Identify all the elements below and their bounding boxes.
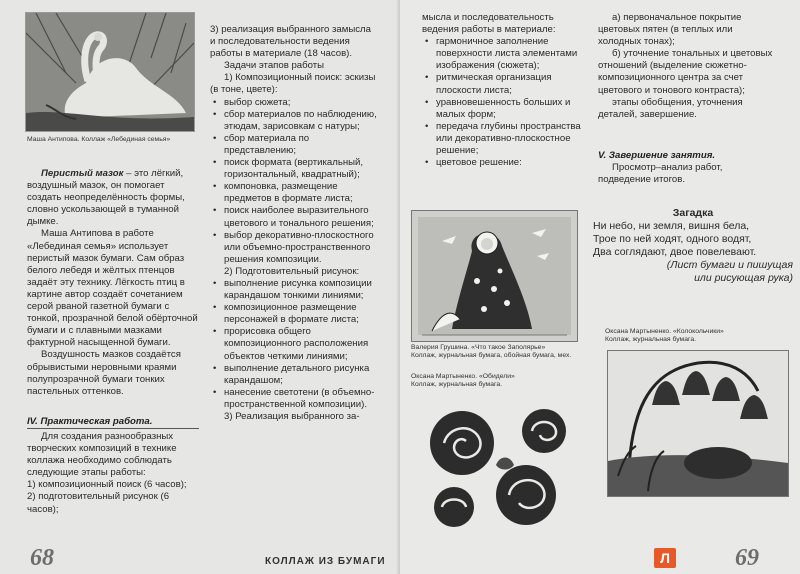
paragraph: Для создания разнообразных творческих композиций в технике коллажа необходимо соблюдать следующие этапы работы: (27, 431, 177, 479)
roses-caption-title: Оксана Мартыненко. «Обидели» (411, 373, 515, 380)
section-v-text: Просмотр–анализ работ, подведение итогов. (598, 162, 723, 186)
paragraph (27, 349, 199, 397)
paragraph: • композиционное размещение персонажей в формате листа; (210, 302, 378, 326)
paragraph: 2) Подготовительный рисунок: (224, 265, 360, 277)
paragraph-text: – это лёгкий, воздушный мазок, он помогает создать неопределённость формы, словно ускользающей в туманной дымке. (27, 168, 185, 228)
swan-collage-image (25, 12, 195, 132)
paragraph: • нанесение светотени (в объемно-пространственной композиции). (210, 387, 378, 411)
paragraph: • компоновка, размещение предметов в формате листа; (210, 181, 378, 205)
paragraph: этапы обобщения, уточнения деталей, завершение. (598, 96, 743, 120)
paragraph: • сбор материалов по наблюдению, этюдам, зарисовкам с натуры; (210, 109, 378, 133)
riddle-answer-2: или рисующая рука) (694, 272, 793, 284)
swan-caption: Маша Антипова. Коллаж «Лебединая семья» (27, 136, 171, 143)
paragraph (27, 228, 199, 349)
riddle-answer-1: (Лист бумаги и пишущая (666, 259, 793, 271)
paragraph: • гармоничное заполнение поверхности листа элементами изображения (сюжета); (422, 36, 590, 72)
roses-collage-image (414, 395, 589, 535)
paragraph: а) первоначальное покрытие цветовых пятен (в теплых или холодных тонах); (598, 12, 742, 48)
paragraph-text: Маша Антипова в работе «Лебединая семья» использует перистый мазок бумаги. Сам образ белого лебедя и жёлтых птенцов задаёт эту технику. Лёгкость птиц в картине автор создаёт сочетанием серой рваной газетной бумаги с тонкой, прозрачной белой обёрточной бумаги и с плавными мазками фактурной насыщенной бумаги. (27, 228, 198, 349)
paragraph: • уравновешенность больших и малых форм; (422, 97, 590, 121)
paragraph: • сбор материала по представлению; (210, 133, 378, 157)
roses-caption (411, 373, 571, 389)
riddle-block (593, 207, 793, 285)
bells-caption (605, 328, 795, 344)
riddle-line-3: Два соглядают, двое повелевают. (593, 246, 757, 258)
paragraph (27, 168, 199, 228)
right-page (400, 0, 800, 574)
paragraph: 2) подготовительный рисунок (6 часов); (27, 491, 170, 515)
paragraph-text: Воздушность мазков создаётся обрывистыми неровными краями полупрозрачной бумаги тонких пастельных оттенков. (27, 349, 181, 397)
paragraph: • прорисовка общего композиционного расположения объектов четкими линиями; (210, 326, 378, 362)
paragraph: • передача глубины пространства или декоративно-плоскостное решение; (422, 121, 590, 157)
publisher-logo: Л (654, 548, 676, 568)
right-column-2 (598, 12, 778, 121)
paragraph: 1) Композиционный поиск: эскизы (в тоне, цвете): (210, 72, 376, 96)
section-v-heading (598, 150, 778, 186)
riddle-title: Загадка (672, 207, 714, 219)
bells-caption-title: Оксана Мартыненко. «Колокольчики» (605, 328, 724, 335)
section-iv-title: IV. Практическая работа. (27, 416, 199, 429)
arctic-caption (411, 344, 601, 360)
bells-collage-image (607, 350, 789, 497)
paragraph: • выполнение детального рисунка карандашом; (210, 363, 378, 387)
arctic-caption-title: Валерия Грушина. «Что такое Заполярье» (411, 344, 546, 351)
paragraph: 3) Реализация выбранного за- (224, 411, 360, 422)
page-number-left: 68 (30, 545, 54, 571)
arctic-caption-material: Коллаж, журнальная бумага, обойная бумага, мех. (411, 352, 572, 360)
page-number-right: 69 (735, 545, 759, 571)
riddle-line-1: Ни небо, ни земля, вишня бела, (593, 220, 750, 232)
left-column-2 (210, 24, 378, 423)
book-footer-title: КОЛЛАЖ ИЗ БУМАГИ (265, 556, 386, 567)
paragraph: • выбор сюжета; (210, 97, 378, 109)
paragraph: • цветовое решение: (422, 157, 590, 169)
paragraph: б) уточнение тональных и цветовых отношений (выделение сюжетно-композиционного центра за счет цветового и тонового контраста); (598, 48, 773, 96)
right-column-1 (422, 12, 590, 169)
paragraph: Задачи этапов работы (224, 60, 325, 72)
section-iv-heading (27, 416, 199, 429)
paragraph: • выбор декоративно-плоскостного или объемно-пространственного решения композиции. (210, 230, 378, 266)
left-column-1 (27, 168, 199, 398)
term-highlight: Перистый мазок (41, 168, 124, 179)
left-column-1b (27, 431, 199, 516)
paragraph: 3) реализация выбранного замысла и последовательности ведения работы в материале (18 часов). (210, 24, 371, 60)
arctic-collage-image (411, 210, 578, 342)
roses-caption-material: Коллаж, журнальная бумага. (411, 381, 503, 389)
paragraph: 1) композиционный поиск (6 часов); (27, 479, 187, 491)
paragraph: • поиск наиболее выразительного цветового и тонального решения; (210, 205, 378, 229)
bells-caption-material: Коллаж, журнальная бумага. (605, 336, 697, 344)
section-v-title: V. Завершение занятия. (598, 150, 716, 161)
paragraph: • поиск формата (вертикальный, горизонтальный, квадратный); (210, 157, 378, 181)
paragraph: мысла и последовательность ведения работы в материале: (422, 12, 556, 36)
paragraph: • выполнение рисунка композиции карандашом тонкими линиями; (210, 278, 378, 302)
riddle-line-2: Трое по ней ходят, одного водят, (593, 233, 752, 245)
paragraph: • ритмическая организация плоскости листа; (422, 72, 590, 96)
